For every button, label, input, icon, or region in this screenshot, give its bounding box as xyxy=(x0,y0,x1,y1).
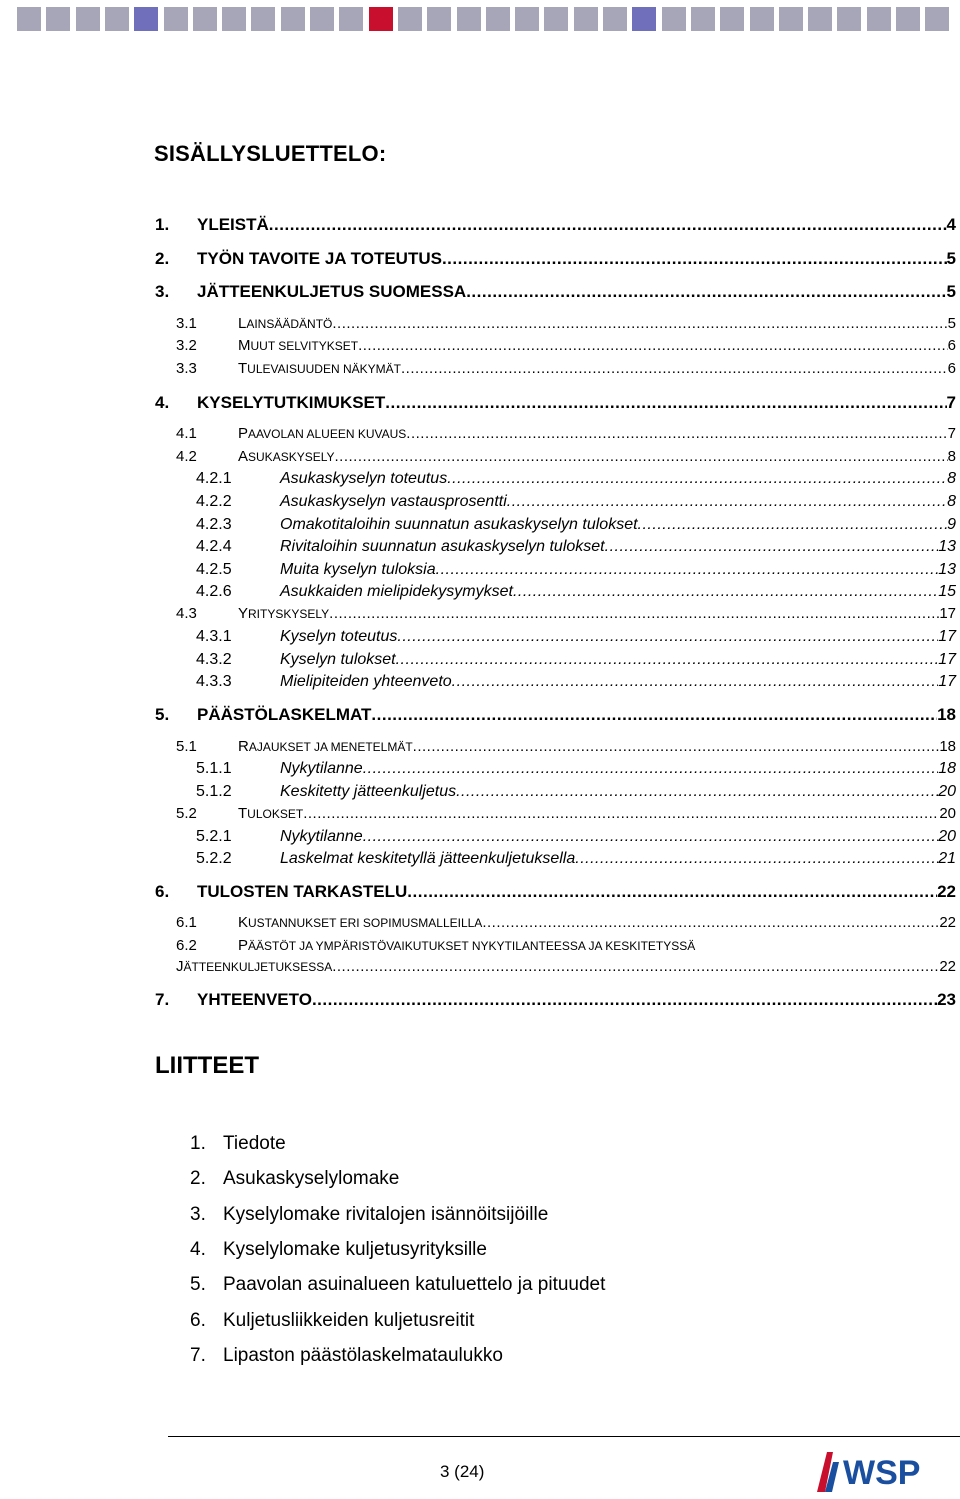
toc-text: Kyselyn toteutus xyxy=(280,628,398,645)
header-square xyxy=(867,7,891,31)
toc-leader-dots xyxy=(329,605,939,622)
toc-text: YHTEENVETO xyxy=(197,990,312,1009)
toc-page-number: 18 xyxy=(939,738,956,755)
toc-number: 4.2 xyxy=(176,448,197,465)
toc-number: 5. xyxy=(155,705,170,724)
toc-entry[interactable] xyxy=(0,393,960,415)
toc-number: 4.2.5 xyxy=(196,561,232,578)
toc-leader-dots xyxy=(452,673,939,691)
header-square xyxy=(164,7,188,31)
toc-page-number: 18 xyxy=(938,760,956,777)
toc-page-number: 22 xyxy=(939,958,956,975)
toc-number: 5.2.2 xyxy=(196,850,232,867)
toc-page-number: 9 xyxy=(947,516,956,533)
toc-entry[interactable] xyxy=(0,760,960,782)
header-square xyxy=(427,7,451,31)
toc-entry[interactable] xyxy=(0,493,960,515)
toc-page-number: 20 xyxy=(938,828,956,845)
toc-leader-dots xyxy=(371,705,937,725)
toc-text: YLEISTÄ xyxy=(197,215,269,234)
header-color-squares xyxy=(17,7,957,31)
toc-entry[interactable] xyxy=(0,882,960,904)
toc-leader-dots xyxy=(442,249,947,269)
toc-page-number: 23 xyxy=(937,990,956,1009)
header-square xyxy=(750,7,774,31)
toc-page-number: 20 xyxy=(939,805,956,822)
toc-text: Nykytilanne xyxy=(280,828,363,845)
toc-page-number: 8 xyxy=(947,448,956,465)
toc-leader-dots xyxy=(312,990,937,1010)
toc-number: 5.1 xyxy=(176,738,197,755)
toc-number: 5.1.1 xyxy=(196,760,232,777)
toc-number: 4.2.4 xyxy=(196,538,232,555)
toc-number: 6.2 xyxy=(176,937,197,954)
toc-text: ASUKASKYSELY xyxy=(238,448,335,465)
appendix-item: 6. Kuljetusliikkeiden kuljetusreitit xyxy=(190,1309,475,1331)
header-square xyxy=(17,7,41,31)
toc-text: TYÖN TAVOITE JA TOTEUTUS xyxy=(197,249,442,268)
toc-entry[interactable] xyxy=(0,738,960,760)
toc-leader-dots xyxy=(456,783,938,801)
header-square xyxy=(339,7,363,31)
toc-entry[interactable] xyxy=(0,249,960,271)
toc-page-number: 8 xyxy=(947,493,956,510)
toc-number: 5.1.2 xyxy=(196,783,232,800)
header-square xyxy=(76,7,100,31)
toc-entry[interactable] xyxy=(0,805,960,827)
header-square xyxy=(486,7,510,31)
header-square xyxy=(808,7,832,31)
appendix-item: 4. Kyselylomake kuljetusyrityksille xyxy=(190,1238,487,1260)
appendix-item: 5. Paavolan asuinalueen katuluettelo ja pituudet xyxy=(190,1274,606,1296)
toc-page-number: 22 xyxy=(937,882,956,901)
toc-text: YRITYSKYSELY xyxy=(238,605,330,622)
appendix-item: 1. Tiedote xyxy=(190,1133,286,1154)
toc-number: 4.3.3 xyxy=(196,673,232,690)
header-square xyxy=(720,7,744,31)
page-number: 3 (24) xyxy=(440,1462,485,1481)
toc-text: TULOKSET xyxy=(238,805,304,822)
toc-text: Kyselyn tulokset xyxy=(280,651,396,668)
toc-page-number: 17 xyxy=(938,673,956,690)
toc-page-number: 8 xyxy=(947,470,956,487)
toc-leader-dots xyxy=(507,493,947,511)
toc-entry[interactable] xyxy=(0,673,960,695)
header-square xyxy=(515,7,539,31)
toc-text: TULOSTEN TARKASTELU xyxy=(197,882,408,901)
toc-leader-dots xyxy=(385,393,946,413)
toc-entry[interactable] xyxy=(0,628,960,650)
toc-leader-dots xyxy=(332,315,947,332)
header-square xyxy=(632,7,656,31)
toc-page-number: 7 xyxy=(946,393,956,412)
header-square xyxy=(691,7,715,31)
toc-entry[interactable] xyxy=(0,337,960,359)
header-square xyxy=(662,7,686,31)
toc-text: KUSTANNUKSET ERI SOPIMUSMALLEILLA xyxy=(238,914,483,931)
header-square xyxy=(134,7,158,31)
toc-number: 4.3.1 xyxy=(196,628,232,645)
toc-number: 6.1 xyxy=(176,914,197,931)
header-square xyxy=(779,7,803,31)
toc-leader-dots xyxy=(397,628,938,646)
toc-text: Muita kyselyn tuloksia xyxy=(280,561,436,578)
toc-leader-dots xyxy=(303,805,939,822)
toc-leader-dots xyxy=(406,425,947,442)
header-square xyxy=(193,7,217,31)
toc-leader-dots xyxy=(513,583,938,601)
header-square xyxy=(105,7,129,31)
toc-text: Rivitaloihin suunnatun asukaskyselyn tulokset xyxy=(280,538,605,555)
toc-number: 4.2.2 xyxy=(196,493,232,510)
toc-number: 4.3.2 xyxy=(196,651,232,668)
toc-page-number: 15 xyxy=(938,583,956,600)
toc-page-number: 18 xyxy=(937,705,956,724)
toc-entry[interactable] xyxy=(0,538,960,560)
toc-leader-dots xyxy=(575,850,938,868)
footer-divider xyxy=(168,1436,960,1437)
toc-text: JÄTTEENKULJETUKSESSA xyxy=(176,958,333,975)
toc-text: TULEVAISUUDEN NÄKYMÄT xyxy=(238,360,401,377)
toc-page-number: 4 xyxy=(946,215,956,234)
toc-number: 4.1 xyxy=(176,425,197,442)
header-square xyxy=(281,7,305,31)
toc-entry[interactable] xyxy=(0,783,960,805)
toc-entry[interactable] xyxy=(0,215,960,237)
toc-page-number: 5 xyxy=(947,315,956,332)
toc-leader-dots xyxy=(638,516,948,534)
toc-leader-dots xyxy=(605,538,939,556)
appendix-item: 3. Kyselylomake rivitalojen isännöitsijöille xyxy=(190,1203,549,1225)
toc-page-number: 6 xyxy=(947,337,956,354)
toc-text: Laskelmat keskitetyllä jätteenkuljetuksella xyxy=(280,850,576,867)
toc-entry[interactable] xyxy=(0,448,960,470)
toc-entry[interactable] xyxy=(0,958,960,980)
toc-number: 1. xyxy=(155,215,170,234)
toc-entry[interactable] xyxy=(0,315,960,337)
toc-leader-dots xyxy=(269,215,947,235)
toc-entry[interactable] xyxy=(0,828,960,850)
toc-page-number: 22 xyxy=(939,914,956,931)
toc-entry[interactable] xyxy=(0,850,960,872)
toc-text: Keskitetty jätteenkuljetus xyxy=(280,783,457,800)
toc-entry[interactable] xyxy=(0,605,960,627)
toc-number: 5.2 xyxy=(176,805,197,822)
toc-entry[interactable] xyxy=(0,360,960,382)
header-square xyxy=(46,7,70,31)
toc-text: Omakotitaloihin suunnatun asukaskyselyn tulokset xyxy=(280,516,638,533)
toc-text: PAAVOLAN ALUEEN KUVAUS xyxy=(238,425,407,442)
toc-number: 4.2.3 xyxy=(196,516,232,533)
toc-text: Asukaskyselyn toteutus xyxy=(280,470,448,487)
toc-entry[interactable] xyxy=(0,651,960,673)
header-square xyxy=(925,7,949,31)
toc-text: LAINSÄÄDÄNTÖ xyxy=(238,315,333,332)
toc-leader-dots xyxy=(358,337,948,354)
header-square xyxy=(457,7,481,31)
toc-leader-dots xyxy=(466,282,946,302)
toc-number: 4. xyxy=(155,393,170,412)
toc-number: 6. xyxy=(155,882,170,901)
toc-number: 7. xyxy=(155,990,170,1009)
toc-text: PÄÄSTÖLASKELMAT xyxy=(197,705,372,724)
toc-page-number: 20 xyxy=(938,783,956,800)
toc-number: 3.3 xyxy=(176,360,197,377)
toc-text: Mielipiteiden yhteenveto xyxy=(280,673,452,690)
toc-number: 3.1 xyxy=(176,315,197,332)
toc-page-number: 17 xyxy=(938,628,956,645)
toc-number: 2. xyxy=(155,249,170,268)
wsp-logo xyxy=(815,1448,947,1494)
toc-number: 5.2.1 xyxy=(196,828,232,845)
toc-text: Asukkaiden mielipidekysymykset xyxy=(280,583,513,600)
toc-entry[interactable] xyxy=(0,425,960,447)
toc-text: MUUT SELVITYKSET xyxy=(238,337,359,354)
toc-entry[interactable] xyxy=(0,705,960,727)
toc-number: 4.2.6 xyxy=(196,583,232,600)
toc-text: Nykytilanne xyxy=(280,760,363,777)
header-square xyxy=(222,7,246,31)
header-square xyxy=(310,7,334,31)
toc-page-number: 13 xyxy=(938,561,956,578)
toc-page-number: 6 xyxy=(947,360,956,377)
toc-page-number: 5 xyxy=(946,249,956,268)
toc-leader-dots xyxy=(363,760,939,778)
toc-leader-dots xyxy=(407,882,937,902)
toc-page-number: 21 xyxy=(938,850,956,867)
toc-entry[interactable] xyxy=(0,937,960,959)
toc-number: 3.2 xyxy=(176,337,197,354)
toc-entry[interactable] xyxy=(0,990,960,1012)
header-square xyxy=(896,7,920,31)
toc-leader-dots xyxy=(401,360,948,377)
toc-number: 4.3 xyxy=(176,605,197,622)
toc-page-number: 17 xyxy=(938,651,956,668)
toc-entry[interactable] xyxy=(0,583,960,605)
toc-page-number: 17 xyxy=(939,605,956,622)
header-square xyxy=(544,7,568,31)
appendix-item: 7. Lipaston päästölaskelmataulukko xyxy=(190,1344,503,1366)
toc-leader-dots xyxy=(396,651,939,669)
toc-text: KYSELYTUTKIMUKSET xyxy=(197,393,386,412)
toc-leader-dots xyxy=(436,561,939,579)
toc-page-number: 13 xyxy=(938,538,956,555)
toc-text: JÄTTEENKULJETUS SUOMESSA xyxy=(197,282,467,301)
toc-entry[interactable] xyxy=(0,282,960,304)
header-square xyxy=(369,7,393,31)
toc-entry[interactable] xyxy=(0,561,960,583)
svg-text:WSP: WSP xyxy=(843,1454,921,1492)
toc-number: 4.2.1 xyxy=(196,470,232,487)
header-square xyxy=(837,7,861,31)
toc-page-number: 5 xyxy=(946,282,956,301)
toc-leader-dots xyxy=(332,958,939,975)
toc-entry[interactable] xyxy=(0,914,960,936)
toc-entry[interactable] xyxy=(0,470,960,492)
toc-number: 3. xyxy=(155,282,170,301)
toc-text: Asukaskyselyn vastausprosentti xyxy=(280,493,507,510)
toc-leader-dots xyxy=(447,470,947,488)
toc-leader-dots xyxy=(413,738,940,755)
toc-page-number: 7 xyxy=(947,425,956,442)
toc-entry[interactable] xyxy=(0,516,960,538)
header-square xyxy=(574,7,598,31)
appendices-title: LIITTEET xyxy=(155,1052,259,1079)
toc-leader-dots xyxy=(335,448,948,465)
toc-leader-dots xyxy=(363,828,939,846)
header-square xyxy=(251,7,275,31)
toc-leader-dots xyxy=(482,914,939,931)
header-square xyxy=(398,7,422,31)
header-square xyxy=(603,7,627,31)
appendix-item: 2. Asukaskyselylomake xyxy=(190,1168,400,1190)
toc-title: SISÄLLYSLUETTELO: xyxy=(154,141,387,166)
toc-text: PÄÄSTÖT JA YMPÄRISTÖVAIKUTUKSET NYKYTILANTEESSA JA KESKITETYSSÄ xyxy=(238,937,696,954)
toc-text: RAJAUKSET JA MENETELMÄT xyxy=(238,738,413,755)
